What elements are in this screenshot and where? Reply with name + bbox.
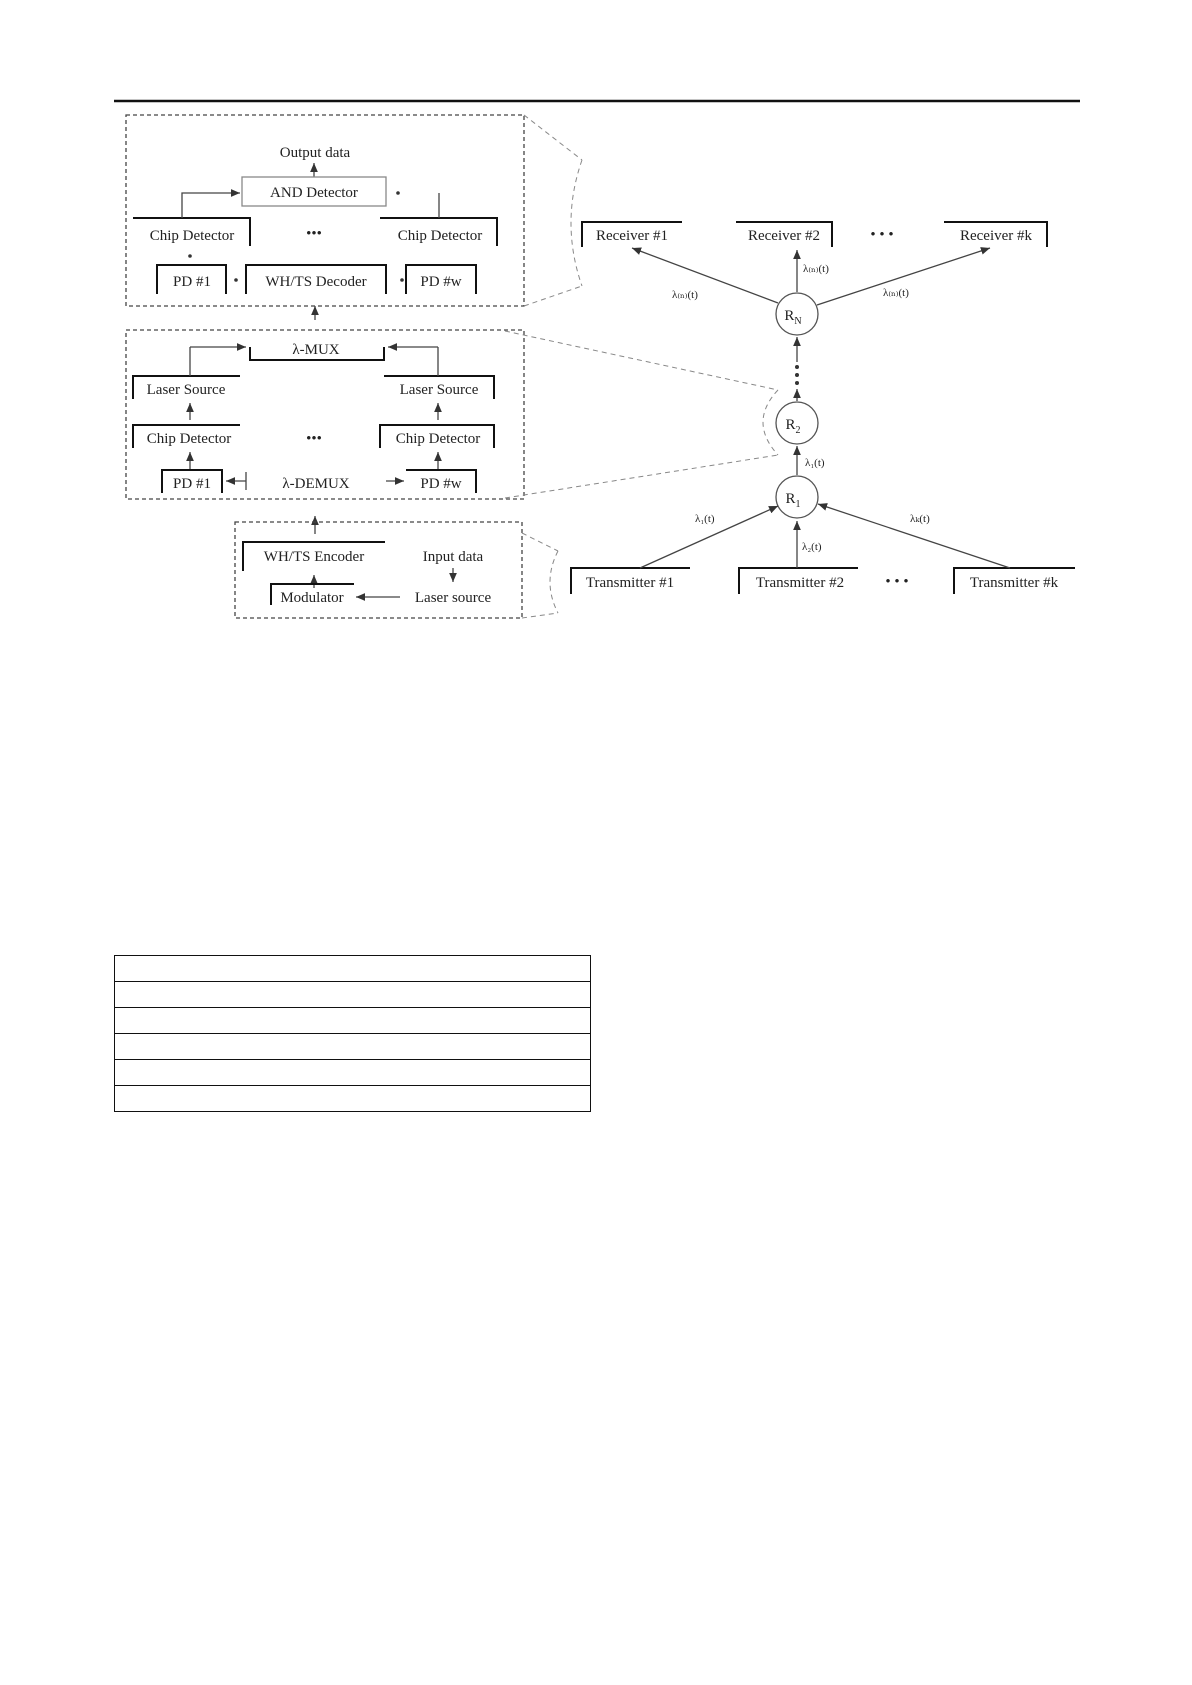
receiver-inset-dots: ••• <box>306 226 322 242</box>
router-n <box>776 293 818 335</box>
transmitter-dots: • • • <box>885 574 909 590</box>
svg-text:R2: $R_2$ <box>785 417 801 436</box>
table-cell <box>115 1060 591 1086</box>
mux-label: λ-MUX <box>292 342 340 358</box>
label-rn-rx2: λ₍ₙ₎(t) <box>803 263 829 275</box>
receiver-1-label: Receiver #1 <box>595 228 669 244</box>
network-diagram <box>0 0 1192 660</box>
router-1 <box>776 476 818 518</box>
empty-table <box>114 955 591 1112</box>
label-t1: λ₁(t) <box>695 513 715 525</box>
label-t2: λ₂(t) <box>802 541 822 553</box>
router-chip-left-label: Chip Detector <box>146 431 232 447</box>
zoom-connectors <box>505 115 778 618</box>
table-row <box>115 1008 591 1034</box>
receiver-dots: • • • <box>870 227 894 243</box>
router-2 <box>776 402 818 444</box>
pd-first-label: PD #1 <box>173 274 211 290</box>
table-row <box>115 982 591 1008</box>
table-cell <box>115 1034 591 1060</box>
label-r1-r2: λ₁(t) <box>805 457 825 469</box>
transmitter-1-label: Transmitter #1 <box>585 575 675 591</box>
table-row <box>115 1086 591 1112</box>
pd-last-label: PD #w <box>420 274 462 290</box>
router-pd-last-label: PD #w <box>420 476 462 492</box>
laser-source-tx-label: Laser source <box>414 590 492 606</box>
table-cell <box>115 956 591 982</box>
transmitter-inset <box>235 522 522 618</box>
input-data-label: Input data <box>422 549 484 565</box>
laser-source-right-label: Laser Source <box>399 382 479 398</box>
svg-text:R1: $R_1$ <box>785 491 801 510</box>
label-tk: λₖ(t) <box>910 513 930 525</box>
table-cell <box>115 982 591 1008</box>
svg-text:RN: $R_N$ <box>784 308 802 327</box>
laser-source-left-label: Laser Source <box>146 382 226 398</box>
receiver-2-label: Receiver #2 <box>747 228 821 244</box>
receiver-inset <box>126 115 524 306</box>
router-inset-dots: ••• <box>306 431 322 447</box>
router-inset <box>126 330 524 499</box>
demux-label: λ-DEMUX <box>282 476 350 492</box>
router-nodes <box>776 293 825 518</box>
table-cell <box>115 1008 591 1034</box>
chip-detector-right-label: Chip Detector <box>397 228 483 244</box>
router-pd-first-label: PD #1 <box>173 476 211 492</box>
uplinks <box>640 504 1010 568</box>
label-rn-rx1: λ₍ₙ₎(t) <box>672 289 698 301</box>
modulator-label: Modulator <box>280 590 344 606</box>
transmitter-2-label: Transmitter #2 <box>755 575 845 591</box>
chip-detector-left-label: Chip Detector <box>149 228 235 244</box>
table-row <box>115 1060 591 1086</box>
label-rn-rxk: λ₍ₙ₎(t) <box>883 287 909 299</box>
downlinks <box>632 248 990 305</box>
output-data-label: Output data <box>279 145 351 161</box>
and-detector-label: AND Detector <box>270 185 358 201</box>
transmitter-k-label: Transmitter #k <box>969 575 1059 591</box>
encoder-label: WH/TS Encoder <box>263 549 365 565</box>
table-row <box>115 1034 591 1060</box>
decoder-label: WH/TS Decoder <box>265 274 367 290</box>
router-chip-right-label: Chip Detector <box>395 431 481 447</box>
transmitter-row <box>571 568 1075 594</box>
receiver-row <box>582 222 1047 247</box>
receiver-k-label: Receiver #k <box>959 228 1033 244</box>
table-cell <box>115 1086 591 1112</box>
table-row <box>115 956 591 982</box>
